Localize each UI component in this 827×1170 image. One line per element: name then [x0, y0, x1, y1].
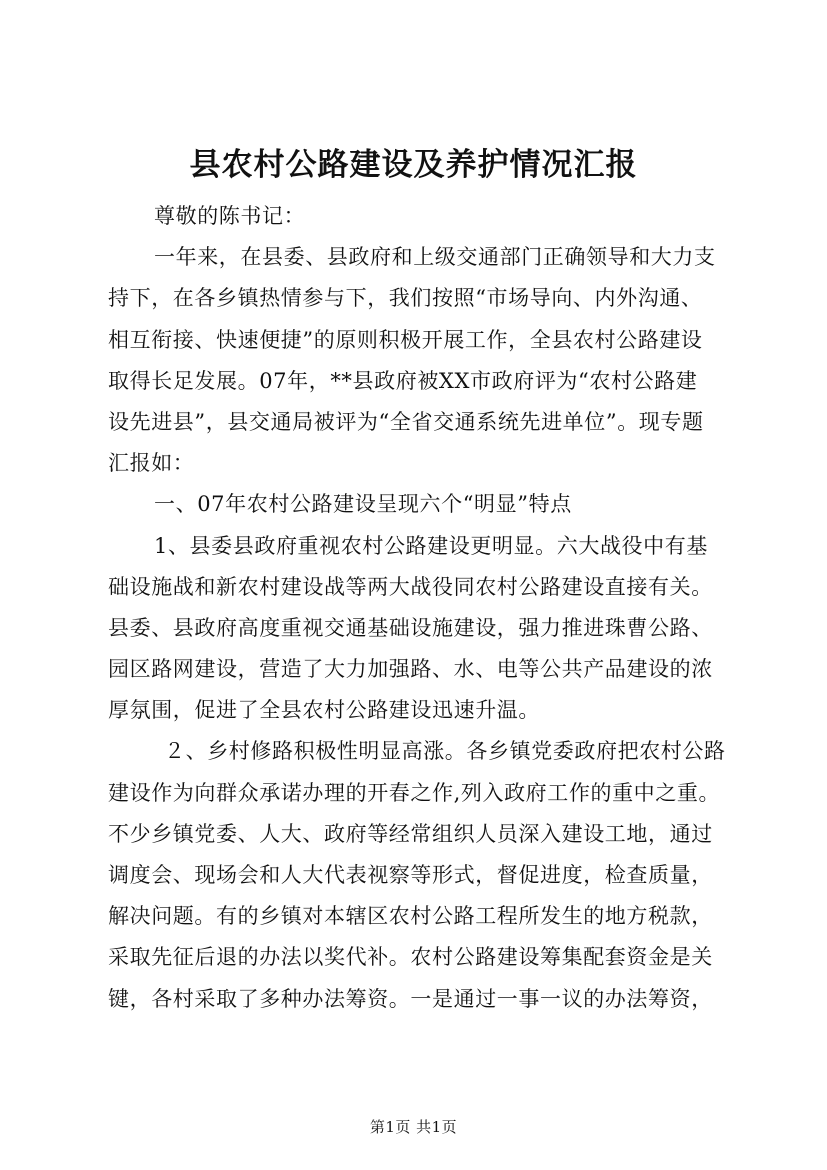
body-line: 础设施战和新农村建设战等两大战役同农村公路建设直接有关。 [108, 574, 713, 599]
body-line: 设先进县”，县交通局被评为“全省交通系统先进单位”。现专题 [108, 409, 704, 434]
body-line: 汇报如： [108, 451, 195, 476]
salutation-line: 尊敬的陈书记： [154, 204, 306, 228]
body-line: 一年来，在县委、县政府和上级交通部门正确领导和大力支 [154, 245, 716, 270]
body-line: 键，各村采取了多种办法筹资。一是通过一事一议的办法筹资， [108, 986, 713, 1011]
body-line: 采取先征后退的办法以奖代补。农村公路建设筹集配套资金是关 [108, 945, 713, 970]
body-line: 县委、县政府高度重视交通基础设施建设，强力推进珠曹公路、 [108, 615, 713, 640]
body-line: 解决问题。有的乡镇对本辖区农村公路工程所发生的地方税款， [108, 904, 713, 929]
body-line: 建设作为向群众承诺办理的开春之作,列入政府工作的重中之重。 [108, 780, 721, 805]
body-line: 厚氛围，促进了全县农村公路建设迅速升温。 [108, 698, 540, 723]
body-line: 园区路网建设，营造了大力加强路、水、电等公共产品建设的浓 [108, 657, 713, 682]
body-line: 相互衔接、快速便捷”的原则积极开展工作，全县农村公路建设 [108, 327, 703, 352]
body-line: 取得长足发展。07年，**县政府被XX市政府评为“农村公路建 [108, 368, 698, 393]
body-line: 持下，在各乡镇热情参与下，我们按照“市场导向、内外沟通、 [108, 286, 703, 311]
page-number-footer: 第1页 共1页 [369, 1118, 458, 1136]
body-line: 1、县委县政府重视农村公路建设更明显。六大战役中有基 [154, 533, 708, 558]
body-line: 调度会、现场会和人大代表视察等形式，督促进度，检查质量， [108, 863, 713, 887]
section-heading: 一、07年农村公路建设呈现六个“明显”特点 [154, 492, 572, 517]
document-body [108, 196, 748, 1020]
body-line: 不少乡镇党委、人大、政府等经常组织人员深入建设工地，通过 [108, 821, 713, 846]
document-title: 县农村公路建设及养护情况汇报 [189, 147, 638, 183]
body-line: ２、乡村修路积极性明显高涨。各乡镇党委政府把农村公路 [164, 739, 726, 764]
